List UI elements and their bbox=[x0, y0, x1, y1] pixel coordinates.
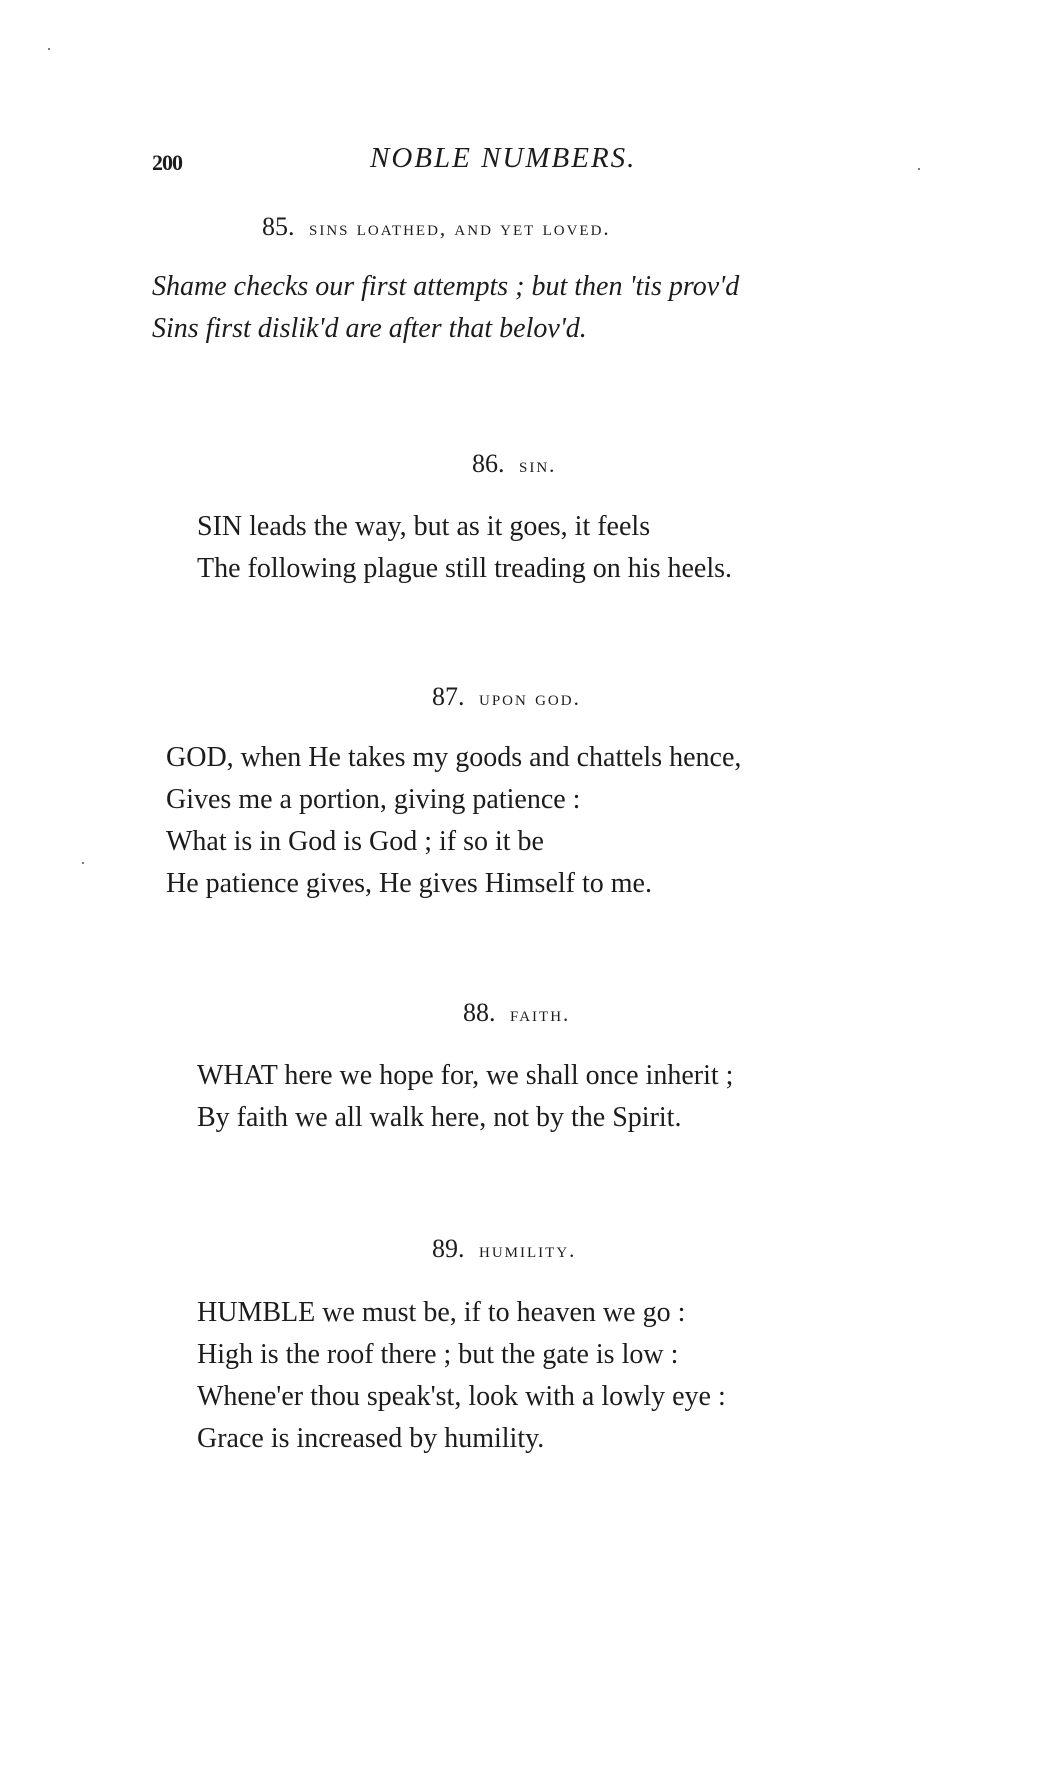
poem-number: 87. bbox=[432, 682, 465, 711]
verse-line: Sins first dislik'd are after that belov'd. bbox=[152, 313, 587, 344]
verse-line: High is the roof there ; but the gate is low : bbox=[197, 1339, 679, 1370]
poem-title-86 bbox=[472, 449, 556, 479]
poem-name: sins loathed, and yet loved. bbox=[309, 216, 611, 240]
verse-line: WHAT here we hope for, we shall once inherit ; bbox=[197, 1060, 734, 1091]
poem-name: faith. bbox=[510, 1002, 571, 1026]
scan-speck bbox=[918, 168, 920, 170]
poem-name: upon god. bbox=[479, 686, 581, 710]
verse-line: HUMBLE we must be, if to heaven we go : bbox=[197, 1297, 686, 1328]
poem-body-86 bbox=[197, 506, 732, 590]
verse-line: Grace is increased by humility. bbox=[197, 1423, 545, 1454]
poem-name: humility. bbox=[479, 1238, 577, 1262]
verse-line: What is in God is God ; if so it be bbox=[166, 826, 544, 857]
poem-name: sin. bbox=[519, 453, 557, 477]
poem-number: 89. bbox=[432, 1234, 465, 1263]
verse-line: Gives me a portion, giving patience : bbox=[166, 784, 581, 815]
verse-line: He patience gives, He gives Himself to me. bbox=[166, 868, 652, 899]
verse-line: Shame checks our first attempts ; but then 'tis prov'd bbox=[152, 271, 740, 302]
running-head: NOBLE NUMBERS. bbox=[370, 142, 637, 174]
verse-line: GOD, when He takes my goods and chattels hence, bbox=[166, 742, 742, 773]
page-number: 200 bbox=[152, 150, 182, 175]
poem-number: 88. bbox=[463, 998, 496, 1027]
poem-body-87 bbox=[166, 737, 741, 905]
poem-body-88 bbox=[197, 1055, 733, 1139]
poem-number: 85. bbox=[262, 212, 295, 241]
poem-title-89 bbox=[432, 1234, 576, 1264]
verse-line: SIN leads the way, but as it goes, it feels bbox=[197, 511, 651, 542]
verse-line: The following plague still treading on his heels. bbox=[197, 553, 733, 584]
verse-line: By faith we all walk here, not by the Spirit. bbox=[197, 1102, 682, 1133]
poem-title-87 bbox=[432, 682, 581, 712]
poem-number: 86. bbox=[472, 449, 505, 478]
poem-title-88 bbox=[463, 998, 570, 1028]
scan-speck bbox=[82, 862, 84, 864]
verse-line: Whene'er thou speak'st, look with a lowly eye : bbox=[197, 1381, 726, 1412]
poem-title-85 bbox=[262, 212, 611, 242]
poem-body-89 bbox=[197, 1292, 726, 1460]
poem-body-85 bbox=[152, 266, 739, 350]
scan-speck bbox=[48, 48, 50, 50]
